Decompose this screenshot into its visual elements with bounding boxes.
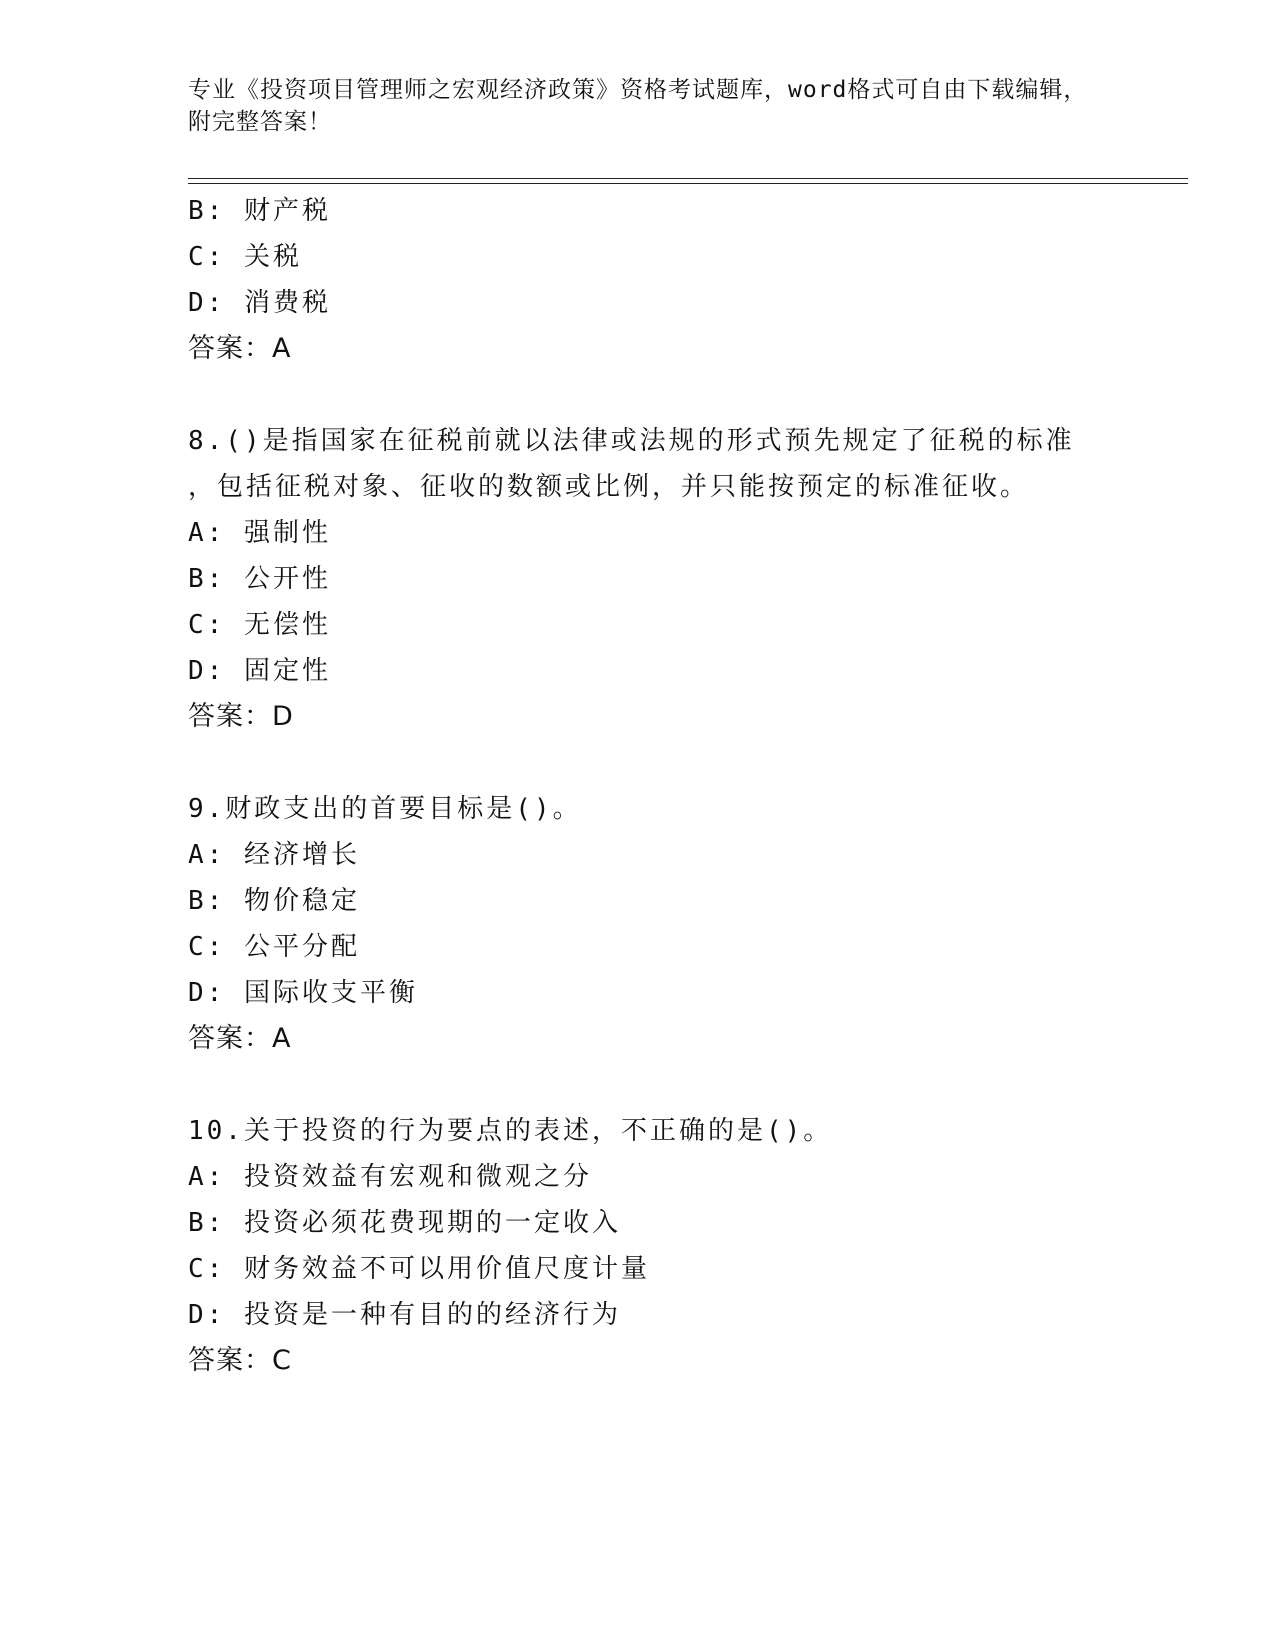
question-8 [188, 418, 1188, 740]
question-stem: 10.关于投资的行为要点的表述，不正确的是()。 [188, 1116, 833, 1146]
document-header: 专业《投资项目管理师之宏观经济政策》资格考试题库，word格式可自由下载编辑，附完整答案！ [188, 77, 1088, 135]
answer-line: 答案：A [188, 333, 292, 364]
question-7-continued [188, 188, 1188, 372]
option-d: D: 投资是一种有目的的经济行为 [188, 1300, 621, 1330]
option-c: C: 无偿性 [188, 610, 331, 640]
option-c: C: 关税 [188, 242, 302, 272]
answer-line: 答案：C [188, 1345, 292, 1376]
option-b: B: 财产税 [188, 196, 331, 226]
question-stem-line2: ，包括征税对象、征收的数额或比例，并只能按预定的标准征收。 [188, 472, 1030, 502]
header-rule-top [188, 178, 1188, 179]
option-b: B: 投资必须花费现期的一定收入 [188, 1208, 621, 1238]
question-9 [188, 786, 1188, 1062]
option-b: B: 公开性 [188, 564, 331, 594]
question-stem: 9.财政支出的首要目标是()。 [188, 794, 582, 824]
spacer [188, 1062, 1188, 1108]
header-rule-bottom [188, 183, 1188, 184]
option-d: D: 国际收支平衡 [188, 978, 418, 1008]
option-c: C: 财务效益不可以用价值尺度计量 [188, 1254, 650, 1284]
option-d: D: 固定性 [188, 656, 331, 686]
option-b: B: 物价稳定 [188, 886, 360, 916]
option-a: A: 强制性 [188, 518, 331, 548]
option-d: D: 消费税 [188, 288, 331, 318]
spacer [188, 740, 1188, 786]
option-a: A: 经济增长 [188, 840, 360, 870]
answer-line: 答案：A [188, 1023, 292, 1054]
option-c: C: 公平分配 [188, 932, 360, 962]
question-list [188, 188, 1188, 1384]
option-a: A: 投资效益有宏观和微观之分 [188, 1162, 592, 1192]
answer-line: 答案：D [188, 701, 294, 732]
question-10 [188, 1108, 1188, 1384]
spacer [188, 372, 1188, 418]
question-stem-line1: 8.()是指国家在征税前就以法律或法规的形式预先规定了征税的标准 [188, 426, 1075, 456]
